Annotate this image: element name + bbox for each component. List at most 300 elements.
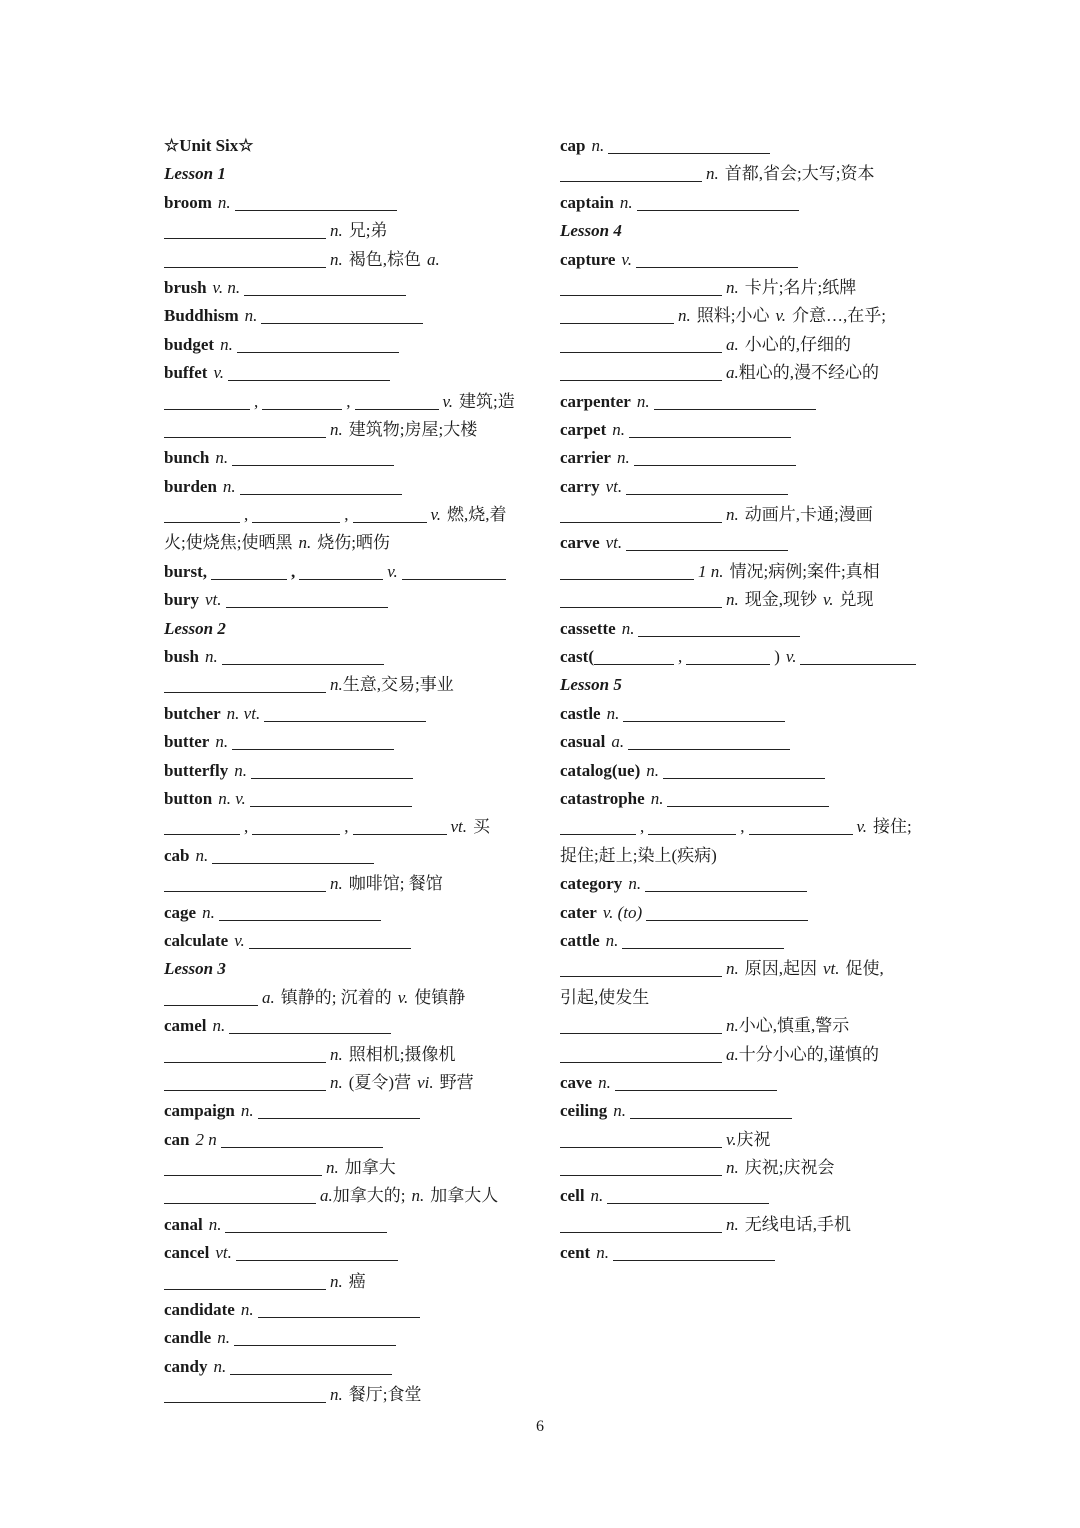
chinese-meaning: 卡片;名片;纸牌 <box>744 277 857 297</box>
part-of-speech: v. <box>387 561 398 581</box>
answer-blank[interactable] <box>164 393 250 410</box>
answer-blank[interactable] <box>560 165 702 182</box>
answer-blank[interactable] <box>212 847 374 864</box>
vocab-word: Buddhism <box>164 306 239 326</box>
vocab-word: carve <box>560 533 600 553</box>
part-of-speech: n. <box>726 277 739 297</box>
vocab-line <box>164 1268 534 1296</box>
answer-blank[interactable] <box>261 307 423 324</box>
part-of-speech: a. <box>726 363 739 383</box>
answer-blank[interactable] <box>240 478 402 495</box>
vocab-line <box>164 302 534 330</box>
answer-blank[interactable] <box>560 1216 722 1233</box>
vocab-line <box>164 700 534 728</box>
vocab-line <box>164 757 534 785</box>
chinese-meaning: 照相机;摄像机 <box>348 1044 456 1064</box>
part-of-speech: a. <box>262 987 275 1007</box>
answer-blank[interactable] <box>252 506 340 523</box>
comma: , <box>254 391 259 411</box>
vocab-line <box>560 870 940 898</box>
chinese-meaning: 建筑;造 <box>459 391 515 411</box>
vocab-word: button <box>164 788 213 808</box>
part-of-speech: n. <box>202 902 215 922</box>
answer-blank[interactable] <box>560 506 722 523</box>
part-of-speech: a. <box>726 1044 739 1064</box>
answer-blank[interactable] <box>628 733 790 750</box>
vocab-line <box>560 899 940 927</box>
chinese-meaning: 镇静的; 沉着的 <box>280 987 392 1007</box>
vocab-line <box>560 813 940 841</box>
vocab-line <box>560 671 940 699</box>
answer-blank[interactable] <box>225 1216 387 1233</box>
part-of-speech: v. <box>785 647 797 667</box>
vocab-line <box>164 586 534 614</box>
part-of-speech: v. <box>621 249 632 269</box>
vocab-word: canal <box>164 1214 203 1234</box>
answer-blank[interactable] <box>686 648 770 665</box>
answer-blank[interactable] <box>560 1159 722 1176</box>
answer-blank[interactable] <box>622 932 784 949</box>
part-of-speech: n. <box>244 306 258 326</box>
part-of-speech: n. <box>596 1243 609 1263</box>
answer-blank[interactable] <box>654 393 816 410</box>
answer-blank[interactable] <box>560 364 722 381</box>
vocab-line <box>164 1324 534 1352</box>
vocab-line <box>560 1239 940 1267</box>
vocab-word: carrier <box>560 448 611 468</box>
answer-blank[interactable] <box>637 194 799 211</box>
chinese-meaning: 小心的,仔细的 <box>744 334 851 354</box>
vocab-line <box>164 1154 534 1182</box>
vocab-line <box>560 785 940 813</box>
vocab-line <box>164 501 534 529</box>
answer-blank[interactable] <box>645 875 807 892</box>
part-of-speech: n. v. <box>218 788 246 808</box>
answer-blank[interactable] <box>560 279 722 296</box>
answer-blank[interactable] <box>164 421 326 438</box>
part-of-speech: v. <box>775 306 787 326</box>
vocab-line <box>164 1126 534 1154</box>
vocab-line <box>164 1097 534 1125</box>
vocab-word: candy <box>164 1356 208 1376</box>
vocab-line <box>560 444 940 472</box>
chinese-meaning: 建筑物;房屋;大楼 <box>348 419 478 439</box>
chinese-meaning: 褐色,棕色 <box>348 249 421 269</box>
vocab-line <box>560 955 940 983</box>
vocab-line <box>560 1182 940 1210</box>
answer-blank[interactable] <box>249 932 411 949</box>
part-of-speech: n. <box>619 192 633 212</box>
answer-blank[interactable] <box>355 393 439 410</box>
vocab-word: candle <box>164 1328 212 1348</box>
chinese-meaning: 原因,起因 <box>744 959 817 979</box>
answer-blank[interactable] <box>594 648 674 665</box>
answer-blank[interactable] <box>629 421 791 438</box>
vocab-line <box>164 217 534 245</box>
answer-blank[interactable] <box>560 591 722 608</box>
part-of-speech: v. n. <box>212 277 241 297</box>
vocab-line <box>164 359 534 387</box>
vocab-line <box>560 132 940 160</box>
answer-blank[interactable] <box>630 1102 792 1119</box>
vocab-line <box>560 1126 940 1154</box>
lesson-heading: Lesson 5 <box>560 675 622 695</box>
vocab-word: brush <box>164 277 207 297</box>
answer-blank[interactable] <box>244 279 406 296</box>
answer-blank[interactable] <box>230 1358 392 1375</box>
part-of-speech: n. <box>726 1016 739 1036</box>
part-of-speech: n. <box>726 959 739 979</box>
chinese-meaning: 烧伤;晒伤 <box>317 533 390 553</box>
answer-blank[interactable] <box>402 563 506 580</box>
answer-blank[interactable] <box>226 591 388 608</box>
vocab-line <box>560 331 940 359</box>
vocab-word: carry <box>560 476 600 496</box>
part-of-speech: n. <box>195 845 209 865</box>
part-of-speech: n. <box>330 874 343 894</box>
answer-blank[interactable] <box>623 705 785 722</box>
vocab-word: bunch <box>164 448 210 468</box>
answer-blank[interactable] <box>228 364 390 381</box>
answer-blank[interactable] <box>164 875 326 892</box>
vocab-line <box>560 189 940 217</box>
vocab-word: candidate <box>164 1300 235 1320</box>
part-of-speech: n. <box>628 874 642 894</box>
vocab-line <box>164 899 534 927</box>
vocab-line <box>560 728 940 756</box>
vocab-word: cater <box>560 902 597 922</box>
answer-blank[interactable] <box>560 960 722 977</box>
answer-blank[interactable] <box>663 762 825 779</box>
answer-blank[interactable] <box>258 1102 420 1119</box>
answer-blank[interactable] <box>264 705 426 722</box>
answer-blank[interactable] <box>237 336 399 353</box>
vocab-line <box>164 444 534 472</box>
vocab-line <box>164 643 534 671</box>
vocab-line <box>164 132 534 160</box>
vocab-line <box>560 529 940 557</box>
vocab-line <box>164 473 534 501</box>
part-of-speech: n. <box>706 164 719 184</box>
chinese-meaning: 动画片,卡通;漫画 <box>744 505 873 525</box>
part-of-speech: n. <box>330 1044 343 1064</box>
answer-blank[interactable] <box>800 648 916 665</box>
vocab-line <box>164 870 534 898</box>
vocab-word: cast( <box>560 647 594 667</box>
chinese-meaning: 野营 <box>439 1072 474 1092</box>
chinese-meaning: 现金,现钞 <box>744 590 817 610</box>
vocab-line <box>560 1097 940 1125</box>
vocab-line <box>560 416 940 444</box>
vocab-word: broom <box>164 192 212 212</box>
part-of-speech: vt. <box>823 959 840 979</box>
answer-blank[interactable] <box>235 194 397 211</box>
answer-blank[interactable] <box>262 393 342 410</box>
chinese-meaning: 咖啡馆; 餐馆 <box>348 874 443 894</box>
chinese-meaning: 加拿大人 <box>430 1186 499 1206</box>
vocab-line <box>164 1381 534 1409</box>
vocab-word: budget <box>164 334 215 354</box>
answer-blank[interactable] <box>560 563 694 580</box>
answer-blank[interactable] <box>560 307 674 324</box>
answer-blank[interactable] <box>560 1131 722 1148</box>
answer-blank[interactable] <box>164 1273 326 1290</box>
answer-blank[interactable] <box>229 1017 391 1034</box>
vocab-line <box>560 700 940 728</box>
part-of-speech: n. <box>217 1328 230 1348</box>
answer-blank[interactable] <box>626 534 788 551</box>
answer-blank[interactable] <box>299 563 383 580</box>
chinese-meaning: 兄;弟 <box>348 221 388 241</box>
answer-blank[interactable] <box>234 1329 396 1346</box>
answer-blank[interactable] <box>222 648 384 665</box>
part-of-speech: n. <box>621 618 635 638</box>
answer-blank[interactable] <box>211 563 287 580</box>
chinese-meaning: 粗心的,漫不经心的 <box>738 363 879 383</box>
vocab-line <box>164 615 534 643</box>
vocab-word: capture <box>560 249 616 269</box>
chinese-meaning: 首都,省会;大写;资本 <box>724 164 875 184</box>
vocab-line <box>164 955 534 983</box>
answer-blank[interactable] <box>164 1386 326 1403</box>
part-of-speech: n. <box>613 1101 626 1121</box>
part-of-speech: a. <box>611 732 625 752</box>
chinese-meaning: 接住; <box>873 817 912 837</box>
comma: , <box>290 561 296 581</box>
part-of-speech: n. <box>605 930 619 950</box>
answer-blank[interactable] <box>164 818 240 835</box>
answer-blank[interactable] <box>251 762 413 779</box>
part-of-speech: n. <box>726 505 739 525</box>
part-of-speech: a. <box>320 1186 333 1206</box>
vocab-word: campaign <box>164 1101 235 1121</box>
vocab-word: castle <box>560 703 601 723</box>
part-of-speech: vt. <box>605 476 623 496</box>
part-of-speech: n. <box>726 1214 739 1234</box>
chinese-meaning: 使镇静 <box>414 987 466 1007</box>
part-of-speech: n. <box>215 732 229 752</box>
answer-blank[interactable] <box>560 336 722 353</box>
answer-blank[interactable] <box>250 790 412 807</box>
vocab-line <box>164 1041 534 1069</box>
answer-blank[interactable] <box>164 989 258 1006</box>
vocab-line <box>164 1296 534 1324</box>
answer-blank[interactable] <box>667 790 829 807</box>
vocab-line <box>164 189 534 217</box>
vocab-word: ceiling <box>560 1101 608 1121</box>
part-of-speech: n. <box>616 448 630 468</box>
answer-blank[interactable] <box>560 1017 722 1034</box>
answer-blank[interactable] <box>560 1046 722 1063</box>
part-of-speech: vt. <box>605 533 623 553</box>
chinese-meaning: 介意…,在乎; <box>792 306 887 326</box>
vocab-line <box>164 160 534 188</box>
chinese-meaning: 十分小心的,谨慎的 <box>738 1044 879 1064</box>
answer-blank[interactable] <box>164 506 240 523</box>
vocab-line <box>164 1069 534 1097</box>
vocab-word: burst, <box>164 561 207 581</box>
vocab-word: butcher <box>164 703 221 723</box>
vocab-line <box>560 558 940 586</box>
part-of-speech: n. <box>612 419 626 439</box>
part-of-speech: n. <box>204 647 218 667</box>
vocab-word: carpet <box>560 419 607 439</box>
vocab-word: cap <box>560 136 586 155</box>
part-of-speech: n. <box>678 306 691 326</box>
answer-blank[interactable] <box>607 1187 769 1204</box>
answer-blank[interactable] <box>613 1244 775 1261</box>
comma: , <box>344 817 349 837</box>
chinese-meaning: 兑现 <box>839 590 874 610</box>
part-of-speech: n. <box>215 448 229 468</box>
part-of-speech: n. <box>222 476 236 496</box>
vocab-line <box>560 217 940 245</box>
vocab-line <box>164 671 534 699</box>
chinese-meaning: 庆祝 <box>736 1129 771 1149</box>
part-of-speech: n. <box>606 703 620 723</box>
answer-blank[interactable] <box>608 137 770 154</box>
answer-blank[interactable] <box>646 904 808 921</box>
answer-blank[interactable] <box>219 904 381 921</box>
part-of-speech: n. vt. <box>226 703 261 723</box>
vocab-line <box>164 388 534 416</box>
part-of-speech: n. <box>330 675 343 695</box>
vocab-line <box>164 416 534 444</box>
vocab-line <box>560 1069 940 1097</box>
answer-blank[interactable] <box>638 620 800 637</box>
vocab-line <box>164 1182 534 1210</box>
lesson-heading: Lesson 1 <box>164 164 226 184</box>
vocab-line <box>560 359 940 387</box>
chinese-meaning: 照料;小心 <box>696 306 770 326</box>
part-of-speech: n. <box>330 1385 343 1405</box>
part-of-speech: n. <box>298 533 312 553</box>
answer-blank[interactable] <box>164 251 326 268</box>
vocab-word: carpenter <box>560 391 631 411</box>
vocab-word: captain <box>560 192 614 212</box>
comma: , <box>244 817 249 837</box>
answer-blank[interactable] <box>164 222 326 239</box>
part-of-speech: n. <box>330 1271 343 1291</box>
answer-blank[interactable] <box>164 1159 322 1176</box>
vocab-word: burden <box>164 476 217 496</box>
vocab-word: catalog(ue) <box>560 760 641 780</box>
lesson-heading: Lesson 2 <box>164 618 226 638</box>
chinese-meaning: 引起,使发生 <box>560 987 650 1007</box>
answer-blank[interactable] <box>615 1074 777 1091</box>
part-of-speech: v. <box>397 987 409 1007</box>
vocab-line <box>560 160 940 188</box>
answer-blank[interactable] <box>221 1131 383 1148</box>
vocab-word: butterfly <box>164 760 229 780</box>
comma: , <box>677 647 683 667</box>
answer-blank[interactable] <box>258 1301 420 1318</box>
part-of-speech: 1 n. <box>698 561 724 581</box>
vocab-line <box>560 274 940 302</box>
comma: , <box>344 505 349 525</box>
comma: , <box>640 817 645 837</box>
vocab-word: casual <box>560 732 606 752</box>
part-of-speech: vt. <box>215 1243 232 1263</box>
answer-blank[interactable] <box>634 449 796 466</box>
answer-blank[interactable] <box>353 506 427 523</box>
vocab-line <box>560 927 940 955</box>
vocab-line <box>560 302 940 330</box>
vocab-line <box>164 984 534 1012</box>
vocab-line <box>164 927 534 955</box>
part-of-speech: v. <box>213 363 224 383</box>
answer-blank[interactable] <box>626 478 788 495</box>
chinese-meaning: 癌 <box>348 1271 366 1291</box>
chinese-meaning: 火;使烧焦;使晒黑 <box>164 533 293 553</box>
part-of-speech: n. <box>213 1356 227 1376</box>
vocab-line <box>164 785 534 813</box>
part-of-speech: n. <box>217 192 231 212</box>
chinese-meaning: 加拿大的; <box>332 1186 406 1206</box>
part-of-speech: n. <box>411 1186 425 1206</box>
vocab-word: butter <box>164 732 210 752</box>
answer-blank[interactable] <box>164 1074 326 1091</box>
chinese-meaning: 小心,慎重,警示 <box>738 1016 850 1036</box>
part-of-speech: n. <box>598 1072 611 1092</box>
answer-blank[interactable] <box>164 676 326 693</box>
part-of-speech: n. <box>650 788 664 808</box>
vocab-line <box>164 1012 534 1040</box>
vocab-word: buffet <box>164 363 208 383</box>
part-of-speech: n. <box>726 590 739 610</box>
answer-blank[interactable] <box>252 818 340 835</box>
vocab-line <box>560 501 940 529</box>
part-of-speech: n. <box>240 1101 254 1121</box>
vocab-word: category <box>560 874 623 894</box>
answer-blank[interactable] <box>164 1187 316 1204</box>
part-of-speech: v. <box>234 930 245 950</box>
answer-blank[interactable] <box>560 818 636 835</box>
answer-blank[interactable] <box>353 818 447 835</box>
part-of-speech: 2 n <box>195 1129 217 1149</box>
vocab-line <box>560 643 940 671</box>
vocab-word: cent <box>560 1243 591 1263</box>
chinese-meaning: 餐厅;食堂 <box>348 1385 422 1405</box>
answer-blank[interactable] <box>232 733 394 750</box>
answer-blank[interactable] <box>164 1046 326 1063</box>
vocab-line <box>164 558 534 586</box>
answer-blank[interactable] <box>648 818 736 835</box>
vocab-line <box>164 728 534 756</box>
answer-blank[interactable] <box>236 1244 398 1261</box>
vocab-line <box>560 1041 940 1069</box>
answer-blank[interactable] <box>636 251 798 268</box>
vocab-line <box>560 615 940 643</box>
vocab-word: camel <box>164 1016 207 1036</box>
part-of-speech: n. <box>208 1214 222 1234</box>
comma: , <box>740 817 745 837</box>
part-of-speech: a. <box>726 334 739 354</box>
part-of-speech: n. <box>590 1186 604 1206</box>
chinese-meaning: (夏令)营 <box>348 1072 412 1092</box>
part-of-speech: n. <box>212 1016 226 1036</box>
right-column <box>560 132 940 1268</box>
vocab-word: calculate <box>164 930 229 950</box>
vocab-word: cave <box>560 1072 593 1092</box>
vocab-line <box>560 586 940 614</box>
vocab-word: cancel <box>164 1243 210 1263</box>
chinese-meaning: 燃,烧,着 <box>447 505 507 525</box>
vocab-line <box>560 1154 940 1182</box>
vocab-line <box>560 473 940 501</box>
answer-blank[interactable] <box>232 449 394 466</box>
answer-blank[interactable] <box>749 818 853 835</box>
